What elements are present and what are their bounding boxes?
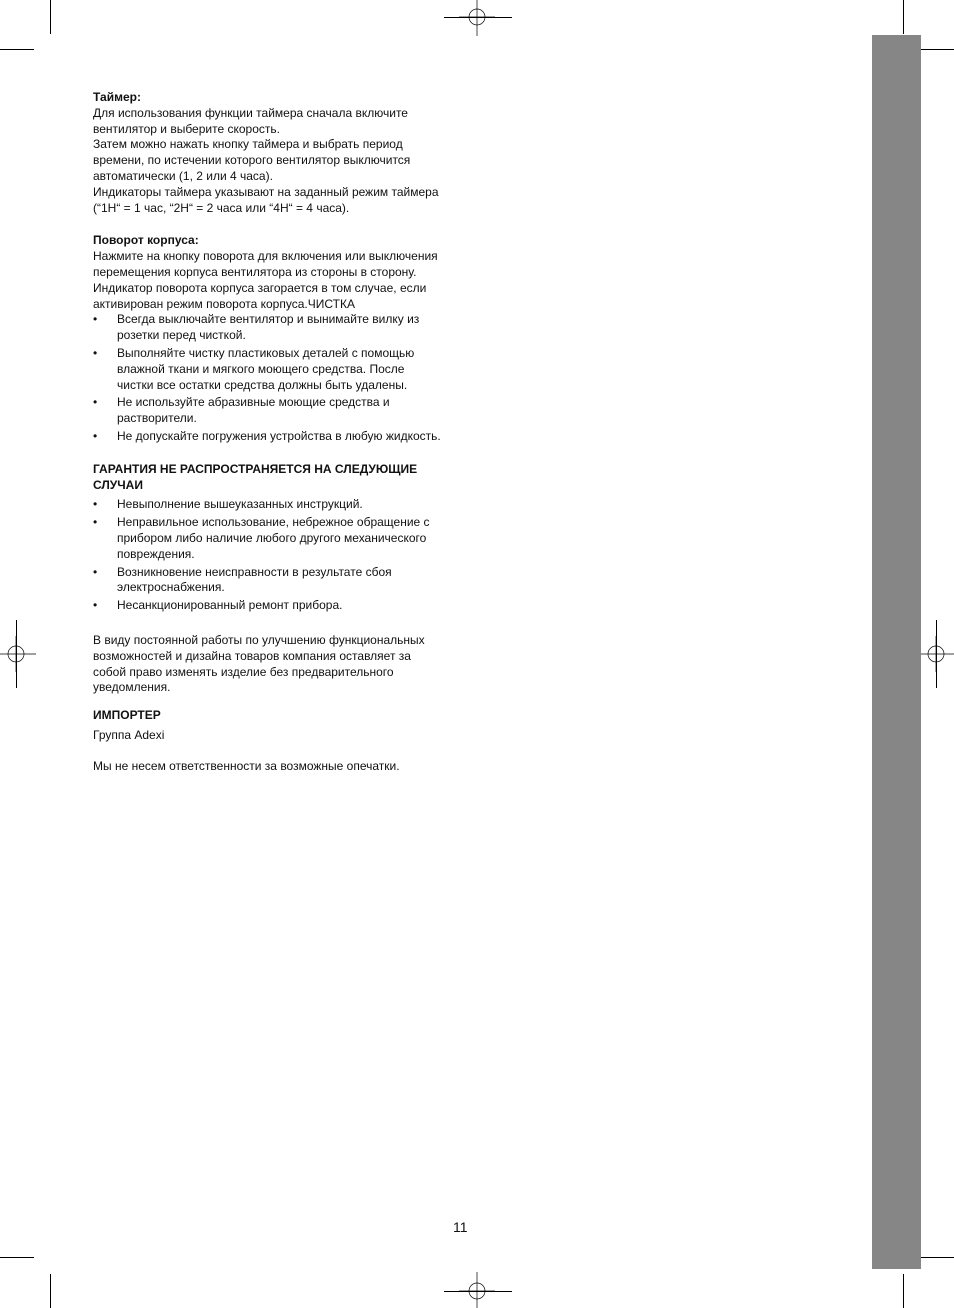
spacer [93, 744, 473, 759]
bullet: • [93, 428, 98, 443]
text-line: времени, по истечении которого вентилятор выключится [93, 153, 411, 168]
crop-mark [444, 17, 512, 18]
page-content [93, 90, 473, 774]
crop-mark [50, 0, 51, 34]
importer-name: Группа Adexi [93, 727, 165, 742]
spacer [93, 447, 473, 462]
importer-heading: ИМПОРТЕР [93, 708, 161, 723]
list-item [93, 497, 473, 513]
item-line: Не допускайте погружения устройства в любую жидкость. [117, 428, 441, 443]
registration-mark-left [0, 636, 36, 672]
crop-mark [16, 620, 17, 688]
cleaning-list [93, 312, 473, 444]
warranty-heading: СЛУЧАИ [93, 477, 143, 492]
crop-mark [903, 0, 904, 34]
item-line: Невыполнение вышеуказанных инструкций. [117, 497, 363, 512]
text-line: В виду постоянной работы по улучшению функциональных [93, 632, 425, 647]
text-line: Для использования функции таймера сначала включите [93, 105, 408, 120]
text-line: Затем можно нажать кнопку таймера и выбрать период [93, 137, 403, 152]
bullet: • [93, 395, 98, 410]
registration-mark-top [459, 0, 495, 36]
crop-mark [444, 1291, 512, 1292]
side-band [872, 35, 921, 1269]
crop-mark [50, 1274, 51, 1308]
list-item [93, 598, 473, 614]
crop-mark [0, 1257, 34, 1258]
item-line: Неправильное использование, небрежное обращение с [117, 515, 430, 530]
spacer [93, 616, 473, 633]
text-line: вентилятор и выберите скорость. [93, 121, 280, 136]
registration-mark-bottom [459, 1272, 495, 1308]
item-line: Возникновение неисправности в результате сбоя [117, 564, 392, 579]
crop-mark [936, 620, 937, 688]
item-line: розетки перед чисткой. [117, 328, 246, 343]
item-line: электроснабжения. [117, 580, 225, 595]
text-line: собой право изменять изделие без предварительного [93, 664, 394, 679]
list-item [93, 565, 473, 597]
timer-heading: Таймер: [93, 90, 141, 104]
list-item [93, 312, 473, 344]
bullet: • [93, 497, 98, 512]
text-line: автоматически (1, 2 или 4 часа). [93, 168, 273, 183]
warranty-list [93, 497, 473, 614]
list-item [93, 515, 473, 562]
bullet: • [93, 564, 98, 579]
spacer [93, 696, 473, 708]
item-line: растворители. [117, 411, 197, 426]
bullet: • [93, 345, 98, 360]
item-line: повреждения. [117, 546, 195, 561]
text-line: уведомления. [93, 680, 171, 695]
text-line: активирован режим поворота корпуса.ЧИСТКА [93, 296, 355, 311]
crop-mark [920, 49, 954, 50]
text-line: перемещения корпуса вентилятора из стороны в сторону. [93, 264, 417, 279]
rotation-heading: Поворот корпуса: [93, 233, 199, 248]
item-line: Выполняйте чистку пластиковых деталей с помощью [117, 345, 415, 360]
list-item [93, 395, 473, 427]
item-line: прибором либо наличие любого другого механического [117, 530, 427, 545]
warranty-heading: ГАРАНТИЯ НЕ РАСПРОСТРАНЯЕТСЯ НА СЛЕДУЮЩИЕ [93, 461, 418, 476]
crop-mark [920, 1257, 954, 1258]
spacer [93, 216, 473, 233]
item-line: чистки все остатки средства должны быть удалены. [117, 377, 408, 392]
bullet: • [93, 515, 98, 530]
item-line: влажной ткани и мягкого моющего средства. После [117, 361, 405, 376]
list-item [93, 429, 473, 445]
item-line: Не используйте абразивные моющие средства и [117, 395, 390, 410]
item-line: Несанкционированный ремонт прибора. [117, 598, 343, 613]
text-line: возможностей и дизайна товаров компания оставляет за [93, 648, 411, 663]
list-item [93, 346, 473, 393]
bullet: • [93, 312, 98, 327]
text-line: Индикатор поворота корпуса загорается в том случае, если [93, 280, 427, 295]
page-number: 11 [453, 1219, 468, 1235]
text-line: Индикаторы таймера указывают на заданный режим таймера [93, 184, 439, 199]
disclaimer: Мы не несем ответственности за возможные опечатки. [93, 758, 400, 773]
text-line: (“1H“ = 1 час, “2H“ = 2 часа или “4H“ = 4 часа). [93, 200, 350, 215]
crop-mark [903, 1274, 904, 1308]
item-line: Всегда выключайте вентилятор и вынимайте вилку из [117, 312, 420, 327]
crop-mark [0, 49, 34, 50]
bullet: • [93, 598, 98, 613]
text-line: Нажмите на кнопку поворота для включения или выключения [93, 249, 438, 264]
